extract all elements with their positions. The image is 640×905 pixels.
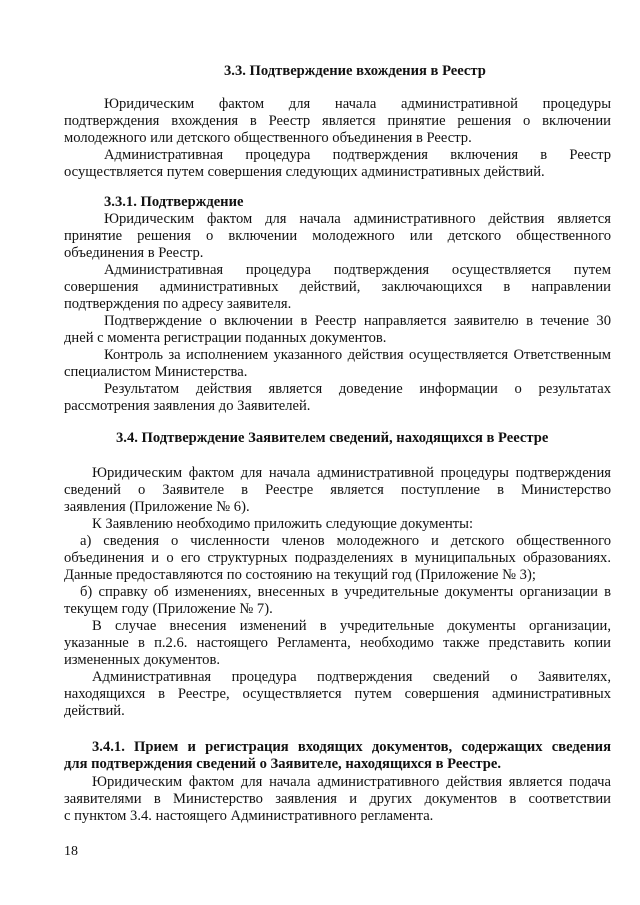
s34-pa-line3: Данные предоставляются по состоянию на текущий год (Приложение № 3); bbox=[64, 567, 536, 583]
s331-p2-line2: совершения административных действий, заключающихся в направлении bbox=[64, 279, 611, 295]
s33-p2-line2: осуществляется путем совершения следующих административных действий. bbox=[64, 164, 545, 180]
s34-pa-line2: объединения и о его структурных подразделениях в муниципальных образованиях. bbox=[64, 550, 611, 566]
s34-pb-line2: текущем году (Приложение № 7). bbox=[64, 601, 273, 617]
s34-p4-line2: находящихся в Реестре, осуществляется путем совершения административных bbox=[64, 686, 611, 702]
s331-p2-line3: подтверждения по адресу заявителя. bbox=[64, 296, 292, 312]
s331-p4-line2: специалистом Министерства. bbox=[64, 364, 248, 380]
s33-p1-line1: Юридическим фактом для начала административной процедуры bbox=[104, 96, 611, 112]
s331-p5-line1: Результатом действия является доведение информации о результатах bbox=[104, 381, 611, 397]
s34-p3-line1: В случае внесения изменений в учредительные документы организации, bbox=[92, 618, 611, 634]
s34-p3-line3: измененных документов. bbox=[64, 652, 220, 668]
s34-p4-line1: Административная процедура подтверждения сведений о Заявителях, bbox=[92, 669, 611, 685]
s34-p3-line2: указанные в п.2.6. настоящего Регламента, необходимо также представить копии bbox=[64, 635, 611, 651]
section-3-3-1-heading: 3.3.1. Подтверждение bbox=[104, 194, 244, 210]
s331-p1-line3: объединения в Реестр. bbox=[64, 245, 204, 261]
s331-p3-line1: Подтверждение о включении в Реестр направляется заявителю в течение 30 bbox=[104, 313, 611, 329]
s34-p4-line3: действий. bbox=[64, 703, 125, 719]
s33-p2-line1: Административная процедура подтверждения включения в Реестр bbox=[104, 147, 611, 163]
s34-p2-line1: К Заявлению необходимо приложить следующие документы: bbox=[92, 516, 474, 532]
s331-p2-line1: Административная процедура подтверждения осуществляется путем bbox=[104, 262, 611, 278]
section-3-4-1-heading-line1: 3.4.1. Прием и регистрация входящих документов, содержащих сведения bbox=[92, 739, 611, 755]
page-number: 18 bbox=[64, 844, 78, 859]
s33-p1-line2: подтверждения вхождения в Реестр является принятие решения о включении bbox=[64, 113, 611, 129]
s34-p1-line1: Юридическим фактом для начала административной процедуры подтверждения bbox=[92, 465, 611, 481]
s34-pb-line1: б) справку об изменениях, внесенных в учредительные документы организации в bbox=[80, 584, 611, 600]
s34-p1-line3: заявления (Приложение № 6). bbox=[64, 499, 250, 515]
section-3-4-1-heading-line2: для подтверждения сведений о Заявителе, находящихся в Реестре. bbox=[64, 756, 502, 772]
s331-p4-line1: Контроль за исполнением указанного действия осуществляется Ответственным bbox=[104, 347, 611, 363]
section-3-4-heading: 3.4. Подтверждение Заявителем сведений, находящихся в Реестре bbox=[116, 430, 549, 446]
s331-p1-line1: Юридическим фактом для начала административного действия является bbox=[104, 211, 611, 227]
s341-p1-line3: с пунктом 3.4. настоящего Административного регламента. bbox=[64, 808, 434, 824]
s34-pa-line1: а) сведения о численности членов молодежного и детского общественного bbox=[80, 533, 611, 549]
s331-p5-line2: рассмотрения заявления до Заявителей. bbox=[64, 398, 311, 414]
s331-p1-line2: принятие решения о включении молодежного или детского общественного bbox=[64, 228, 611, 244]
s341-p1-line2: заявителями в Министерство заявления и других документов в соответствии bbox=[64, 791, 611, 807]
s331-p3-line2: дней с момента регистрации поданных документов. bbox=[64, 330, 387, 346]
section-3-3-heading: 3.3. Подтверждение вхождения в Реестр bbox=[224, 63, 486, 79]
s341-p1-line1: Юридическим фактом для начала административного действия является подача bbox=[92, 774, 611, 790]
s34-p1-line2: сведений о Заявителе в Реестре является поступление в Министерство bbox=[64, 482, 611, 498]
s33-p1-line3: молодежного или детского общественного объединения в Реестр. bbox=[64, 130, 472, 146]
